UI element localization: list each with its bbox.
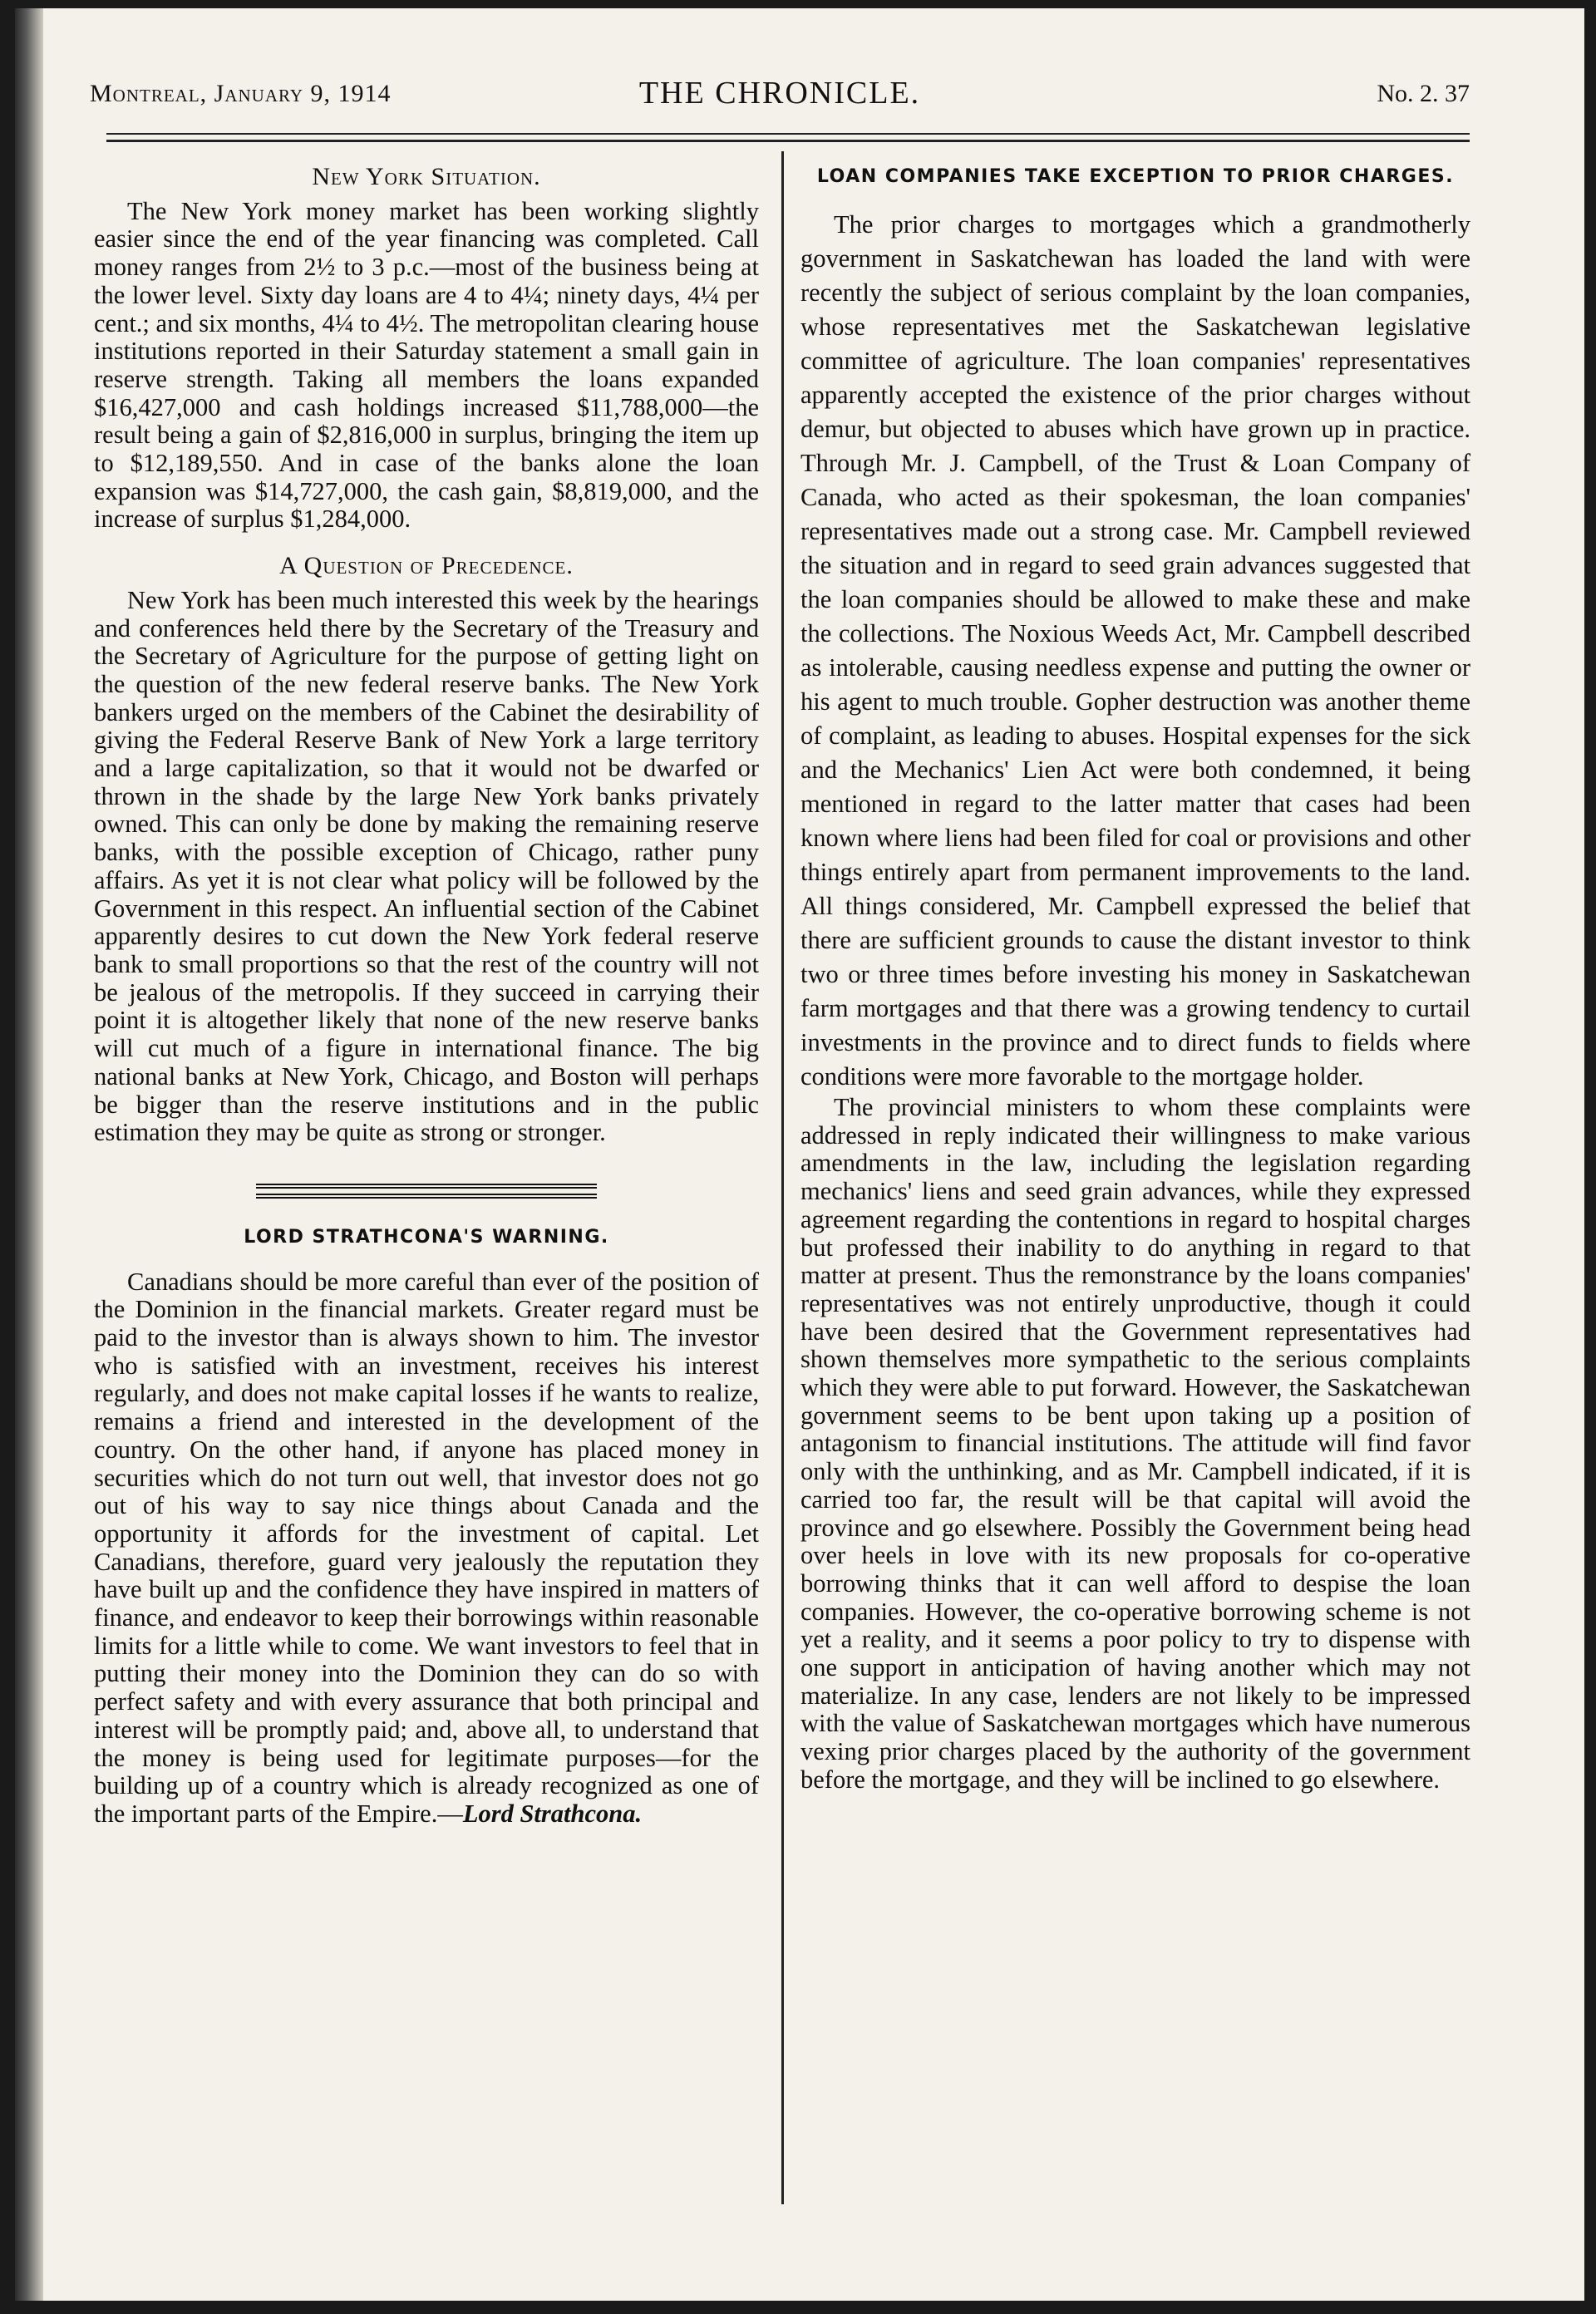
strathcona-warning-text: Canadians should be more careful than ever of the position of the Dominion in the financial markets. Greater regard must be paid to the investor than is always shown to him. The investor who is satisfied with an investment, receives his interest regularly, and does not make capital losses if he wants to realize, remains a friend and interested in the development of the country. On the other hand, if anyone has placed money in securities which do not turn out well, that investor does not go out of his way to say nice things about Canada and the opportunity it affords for the investment of capital. Let Canadians, therefore, guard very jealously the reputation they have built up and the confidence they have inspired in matters of finance, and endeavor to keep their borrowings within reasonable limits for a little while to come. We want investors to feel that in putting their money into the Dominion they can do so with perfect safety and with every assurance that both principal and interest will be promptly paid; and, above all, to understand that the money is being used for legitimate purposes—for the building up of a country which is already recognized as one of the important parts of the Empire.— <box>94 1267 759 1828</box>
header-rule <box>106 133 1470 135</box>
loan-companies-paragraph-1: The prior charges to mortgages which a grandmotherly government in Saskatchewan has loaded the land with were recently the subject of serious complaint by the loan companies, whose representatives met the Saskatchewan legislative committee of agriculture. The loan companies' representatives apparently accepted the existence of the prior charges without demur, but objected to abuses which have grown up in practice. Through Mr. J. Campbell, of the Trust & Loan Company of Canada, who acted as their spokesman, the loan companies' representatives made out a strong case. Mr. Campbell reviewed the situation and in regard to seed grain advances suggested that the loan companies should be allowed to make these and make the collections. The Noxious Weeds Act, Mr. Campbell described as intolerable, causing needless expense and putting the owner or his agent to much trouble. Gopher destruction was another theme of complaint, as leading to abuses. Hospital expenses for the sick and the Mechanics' Lien Act were both condemned, it being mentioned in regard to the latter matter that cases had been known where liens had been filed for coal or provisions and other things entirely apart from permanent improvements to the land. All things considered, Mr. Campbell expressed the belief that there are sufficient grounds to cause the distant investor to think two or three times before investing his money in Saskatchewan farm mortgages and that there was a growing tendency to curtail investments in the province and to direct funds to fields where conditions were more favorable to the mortgage holder. <box>800 210 1470 1091</box>
header-rule-double <box>106 140 1470 142</box>
ny-situation-heading: New York Situation. <box>312 163 541 190</box>
right-column <box>800 160 1470 1795</box>
strathcona-signature: Lord Strathcona. <box>462 1799 643 1828</box>
ny-situation-paragraph: The New York money market has been working slightly easier since the end of the year financing was completed. Call money ranges from 2½ to 3 p.c.—most of the business being at the lower level. Sixty day loans are 4 to 4¼; ninety days, 4¼ per cent.; and six months, 4¼ to 4½. The metropolitan clearing house institutions reported in their Saturday statement a small gain in reserve strength. Taking all members the loans expanded $16,427,000 and cash holdings increased $11,788,000—the result being a gain of $2,816,000 in surplus, bringing the item up to $12,189,550. And in case of the banks alone the loan expansion was $14,727,000, the cash gain, $8,819,000, and the increase of surplus $1,284,000. <box>94 196 759 534</box>
loan-companies-paragraph-2: The provincial ministers to whom these complaints were addressed in reply indicated their willingness to make various amendments in the law, including the legislation regarding mechanics' liens and seed grain advances, while they expressed agreement regarding the contentions in regard to hospital charges but professed their inability to do anything in regard to that matter at present. Thus the remonstrance by the loans companies' representatives was not entirely unproductive, though it could have been desired that the Government representatives had shown themselves more sympathetic to the serious complaints which they were able to put forward. However, the Saskatchewan government seems to be bent upon taking up a position of antagonism to financial institutions. The attitude will find favor only with the unthinking, and as Mr. Campbell indicated, if it is carried too far, the result will be that capital will avoid the province and go elsewhere. Possibly the Government being head over heels in love with its new proposals for co-operative borrowing thinks that it can well afford to despise the loan companies. However, the co-operative borrowing scheme is not yet a reality, and it seems a poor policy to try to dispense with one support in anticipation of having another which may not materialize. In any case, lenders are not likely to be impressed with the value of Saskatchewan mortgages which have numerous vexing prior charges placed by the authority of the government before the mortgage, and they will be inclined to go elsewhere. <box>800 1093 1470 1794</box>
strathcona-warning-heading: LORD STRATHCONA'S WARNING. <box>244 1226 609 1248</box>
binding-spine <box>15 8 43 2301</box>
strathcona-warning-paragraph <box>94 1268 759 1829</box>
header-dateline: Montreal, January 9, 1914 <box>90 80 392 107</box>
left-column <box>94 160 759 1829</box>
issue-page-number: No. 2. 37 <box>1377 80 1470 107</box>
publication-title: THE CHRONICLE. <box>638 76 921 111</box>
question-of-precedence-paragraph: New York has been much interested this week by the hearings and conferences held there by the Secretary of the Treasury and the Secretary of Agriculture for the purpose of getting light on the question of the new federal reserve banks. The New York bankers urged on the members of the Cabinet the desirability of giving the Federal Reserve Bank of New York a large territory and a large capitalization, so that it would not be dwarfed or thrown in the shade by the large New York banks privately owned. This can only be done by making the remaining reserve banks, with the possible exception of Chicago, rather puny affairs. As yet it is not clear what policy will be followed by the Government in this respect. An influential section of the Cabinet apparently desires to cut down the New York federal reserve bank to small proportions so that the rest of the country will not be jealous of the metropolis. If they succeed in carrying their point it is altogether likely that none of the new reserve banks will cut much of a figure in international finance. The big national banks at New York, Chicago, and Boston will perhaps be bigger than the reserve institutions and in the public estimation they may be quite as strong or stronger. <box>94 585 759 1147</box>
newspaper-page <box>15 8 1584 2301</box>
loan-companies-heading: LOAN COMPANIES TAKE EXCEPTION TO PRIOR CHARGES. <box>816 166 1455 187</box>
column-divider <box>781 151 784 2204</box>
question-of-precedence-heading: A Question of Precedence. <box>279 552 574 580</box>
page-header <box>90 75 1470 116</box>
section-separator <box>94 1177 759 1205</box>
